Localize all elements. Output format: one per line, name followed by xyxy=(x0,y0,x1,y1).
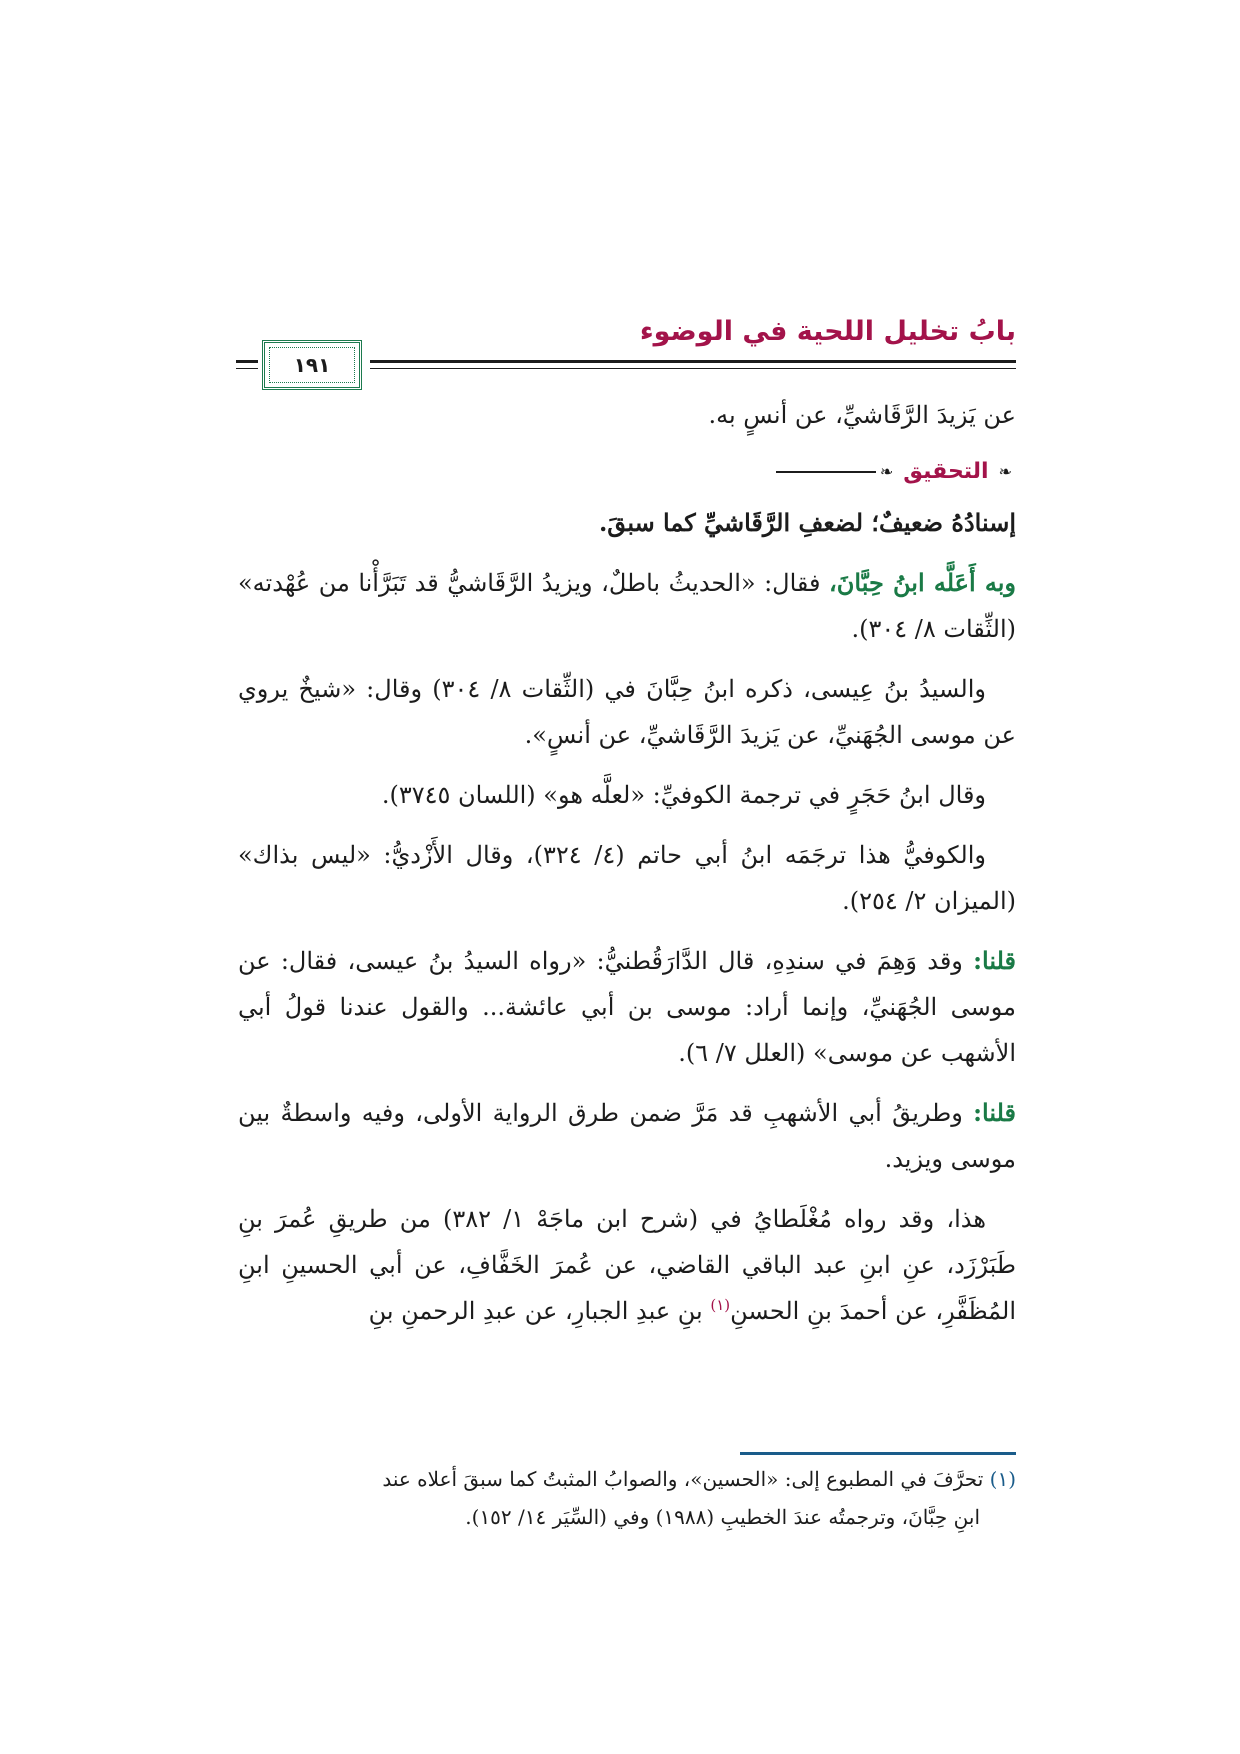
header-rule-left-thin xyxy=(236,368,258,369)
opening-line: عن يَزيدَ الرَّقَاشيِّ، عن أنسٍ به. xyxy=(708,401,1016,429)
section-label: التحقيق xyxy=(903,459,989,484)
main-text xyxy=(238,392,1016,1348)
page-header xyxy=(236,310,1016,390)
footnote-text: تحرَّفَ في المطبوع إلى: «الحسين»، والصوابُ المثبتُ كما سبقَ أعلاه عند xyxy=(382,1467,990,1491)
page-number: ١٩١ xyxy=(293,353,331,377)
header-rule xyxy=(370,360,1016,363)
footnote-number: (١) xyxy=(989,1467,1016,1491)
paragraph-3: وقال ابنُ حَجَرٍ في ترجمة الكوفيِّ: «لعلَّه هو» (اللسان ٣٧٤٥). xyxy=(381,781,986,809)
verdict-line: إسنادُهُ ضعيفٌ؛ لضعفِ الرَّقَاشيِّ كما سبقَ. xyxy=(598,508,1016,537)
paragraph-4: والكوفيُّ هذا ترجَمَه ابنُ أبي حاتم (٤/ ٣٢٤)، وقال الأَزْديُّ: «ليس بذاك» (الميزان ٢/ ٢٥٤). xyxy=(238,841,1016,915)
lead-phrase: قلنا: xyxy=(973,946,1016,975)
paragraph-text: وطريقُ أبي الأشهبِ قد مَرَّ ضمن طرق الرواية الأولى، وفيه واسطةٌ بين موسى ويزيد. xyxy=(238,1099,1016,1173)
header-rule-left xyxy=(236,360,258,363)
paragraph-7 xyxy=(238,1196,1016,1334)
paragraph-1 xyxy=(238,560,1016,652)
paragraph-5 xyxy=(238,938,1016,1076)
paragraph-6 xyxy=(238,1090,1016,1182)
lead-phrase: قلنا: xyxy=(973,1098,1016,1127)
footnotes xyxy=(238,1460,1016,1536)
divider-line xyxy=(776,471,876,473)
chapter-title: بابُ تخليل اللحية في الوضوء xyxy=(639,316,1016,347)
ornament-icon: ❧ xyxy=(879,462,894,481)
footnote-marker[interactable]: (١) xyxy=(710,1296,731,1314)
page-number-frame xyxy=(262,340,362,390)
lead-phrase: وبه أَعَلَّه ابنُ حِبَّانَ، xyxy=(829,568,1016,597)
section-divider xyxy=(238,452,1016,492)
ornament-icon: ❧ xyxy=(998,462,1012,481)
footnote-rule xyxy=(740,1452,1016,1455)
header-rule-thin xyxy=(370,368,1016,369)
paragraph-text: هذا، وقد رواه مُغْلَطايُ في (شرح ابن ماجَهْ ١/ ٣٨٢) من طريقِ عُمرَ بنِ طَبَرْزَد، عنِ ابنِ عبد الباقي القاضي، عن عُمرَ الخَفَّافِ، عن أبي الحسينِ ابنِ المُظَفَّرِ، عن أحمدَ بنِ الحسنِ xyxy=(238,1205,1016,1325)
paragraph-2: والسيدُ بنُ عِيسى، ذكره ابنُ حِبَّانَ في (الثِّقات ٨/ ٣٠٤) وقال: «شيخٌ يروي عن موسى الجُهَنيِّ، عن يَزيدَ الرَّقَاشيِّ، عن أنسٍ». xyxy=(238,675,1016,749)
footnote-continuation: ابنِ حِبَّانَ، وترجمتُه عندَ الخطيبِ (١٩٨٨) وفي (السِّيَر ١٤/ ١٥٢). xyxy=(465,1505,980,1529)
paragraph-text: فقال: «الحديثُ باطلٌ، ويزيدُ الرَّقَاشيُّ قد تَبَرَّأْنا من عُهْدته» (الثِّقات ٨/ ٣٠٤). xyxy=(238,569,1016,643)
paragraph-text: وقد وَهِمَ في سندِهِ، قال الدَّارَقُطنيُّ: «رواه السيدُ بنُ عيسى، فقال: عن موسى الجُهَنيِّ، وإنما أراد: موسى بن أبي عائشة... والقول عندنا قولُ أبي الأشهب عن موسى» (العلل ٧/ ٦). xyxy=(238,947,1017,1067)
footnote-item xyxy=(238,1460,1016,1498)
paragraph-text: بنِ عبدِ الجبارِ، عن عبدِ الرحمنِ بنِ xyxy=(368,1297,711,1325)
